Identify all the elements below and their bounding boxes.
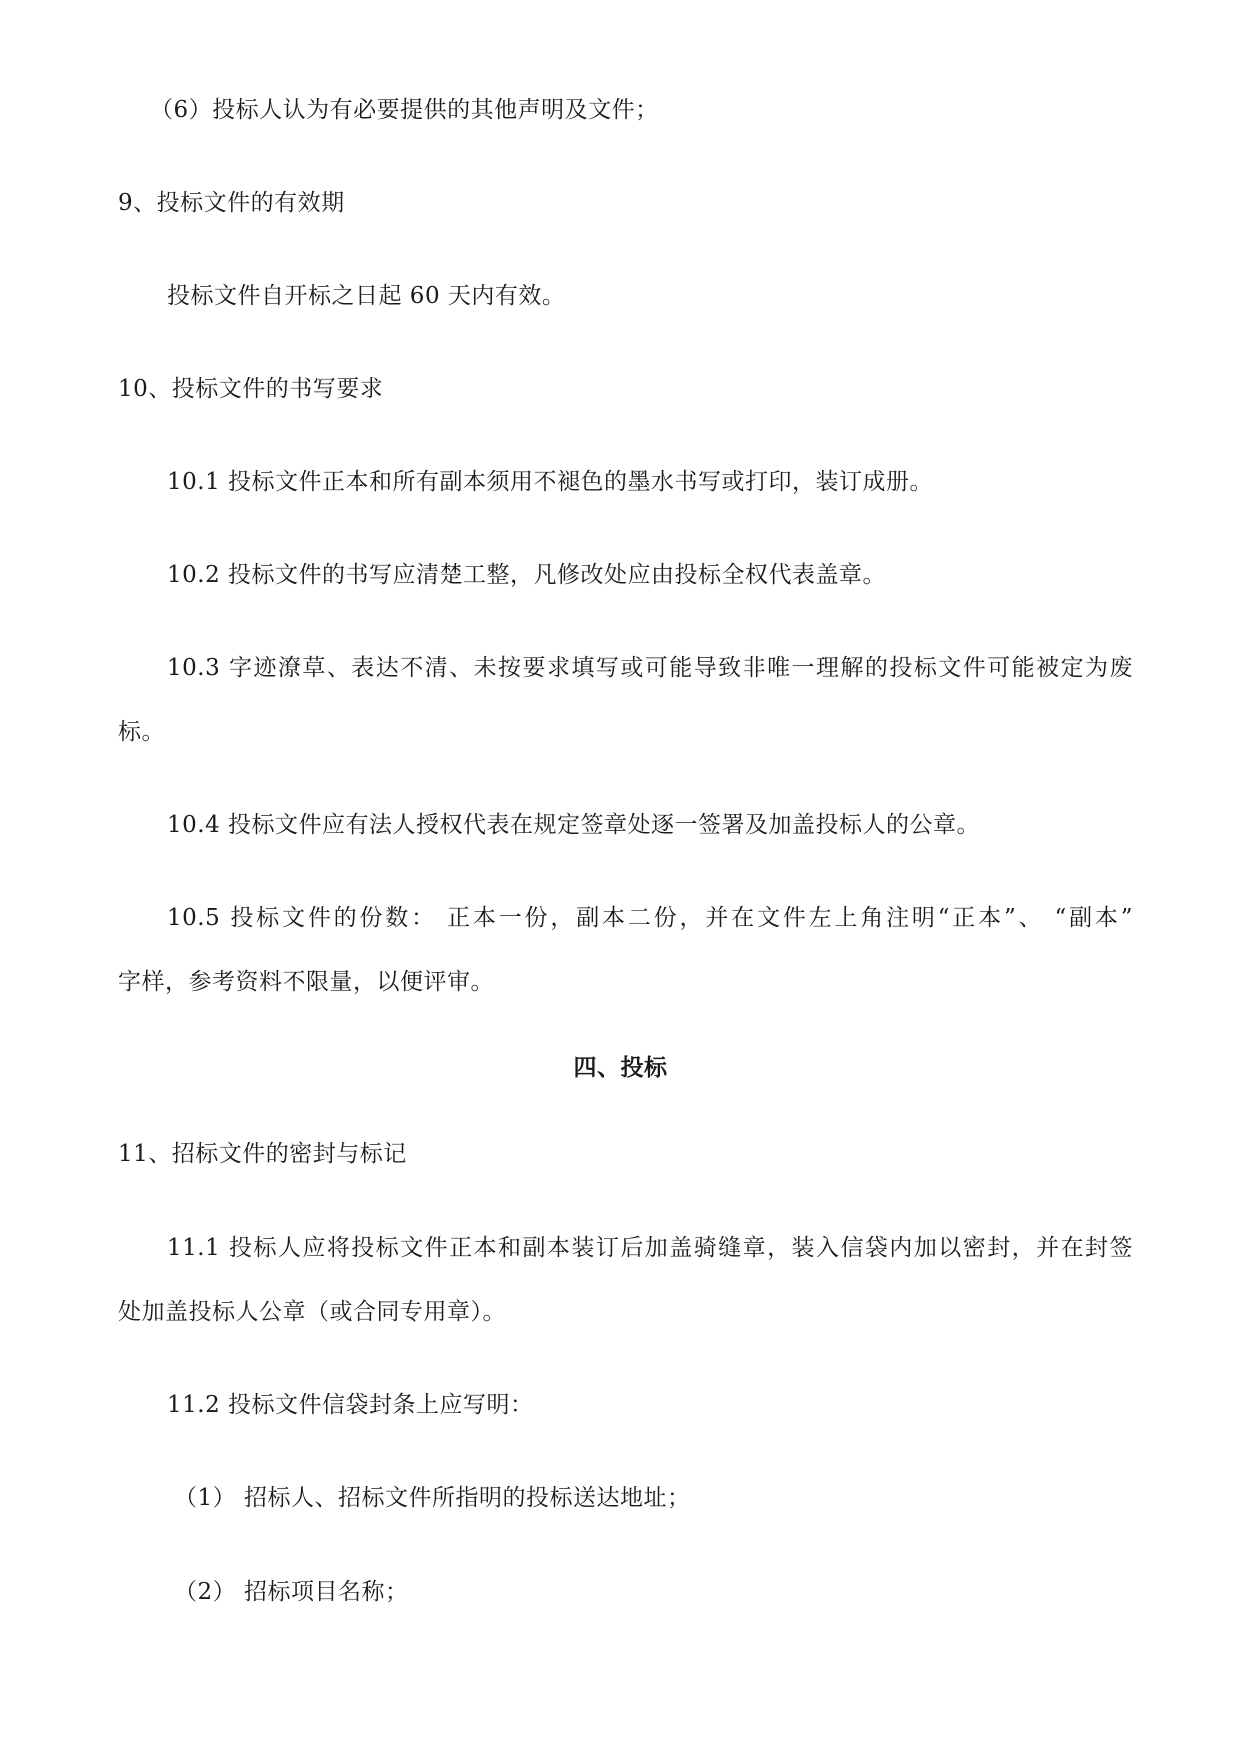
item-1-address: （1） 招标人、招标文件所指明的投标送达地址； — [174, 1485, 691, 1511]
clause-10-5-line-1: 10.5 投标文件的份数： 正本一份，副本二份，并在文件左上角注明“正本”、 “副本” — [167, 905, 1133, 931]
clause-10-3-line-1: 10.3 字迹潦草、表达不清、未按要求填写或可能导致非唯一理解的投标文件可能被定为废 — [167, 655, 1133, 681]
clause-11-2: 11.2 投标文件信袋封条上应写明： — [167, 1392, 534, 1418]
clause-10-5-line-2: 字样，参考资料不限量，以便评审。 — [118, 969, 494, 995]
chapter-4-title: 四、投标 — [573, 1054, 668, 1081]
section-11-heading: 11、招标文件的密封与标记 — [118, 1141, 407, 1167]
section-9-text: 投标文件自开标之日起 60 天内有效。 — [167, 283, 566, 309]
clause-10-3-line-2: 标。 — [118, 719, 165, 745]
clause-10-2: 10.2 投标文件的书写应清楚工整，凡修改处应由投标全权代表盖章。 — [167, 562, 887, 588]
clause-10-1: 10.1 投标文件正本和所有副本须用不褪色的墨水书写或打印，装订成册。 — [167, 469, 934, 495]
section-10-heading: 10、投标文件的书写要求 — [118, 376, 384, 402]
clause-11-1-line-2: 处加盖投标人公章（或合同专用章）。 — [118, 1299, 506, 1325]
clause-11-1-line-1: 11.1 投标人应将投标文件正本和副本装订后加盖骑缝章，装入信袋内加以密封，并在封签 — [167, 1235, 1133, 1261]
item-6-other-statements: （6）投标人认为有必要提供的其他声明及文件； — [150, 97, 659, 123]
clause-10-4: 10.4 投标文件应有法人授权代表在规定签章处逐一签署及加盖投标人的公章。 — [167, 812, 981, 838]
item-2-project-name: （2） 招标项目名称； — [174, 1579, 409, 1605]
section-9-heading: 9、投标文件的有效期 — [118, 190, 345, 216]
